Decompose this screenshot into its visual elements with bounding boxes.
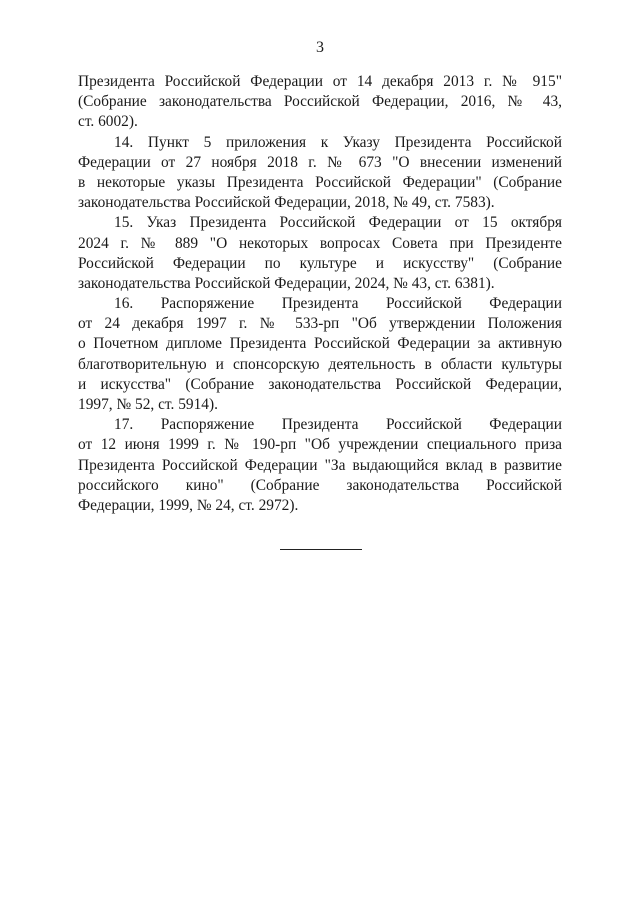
page-number: 3	[316, 39, 324, 56]
text-line: (Собрание законодательства Российской Федерации, 2016, № 43,	[78, 93, 562, 111]
text-line: и искусства" (Собрание законодательства Российской Федерации,	[78, 375, 562, 393]
text-line: Федерации от 27 ноября 2018 г. № 673 "О внесении изменений	[78, 153, 562, 171]
text-line: от 12 июня 1999 г. № 190-рп "Об учреждении специального приза	[78, 436, 562, 454]
text-line: 2024 г. № 889 "О некоторых вопросах Совета при Президенте	[78, 234, 562, 252]
text-line: 15. Указ Президента Российской Федерации от 15 октября	[114, 214, 562, 232]
text-line: Президента Российской Федерации "За выдающийся вклад в развитие	[78, 456, 562, 474]
document-body	[78, 72, 562, 516]
text-line: от 24 декабря 1997 г. № 533-рп "Об утверждении Положения	[78, 315, 562, 333]
paragraph-13-continuation	[78, 72, 562, 133]
text-line: законодательства Российской Федерации, 2018, № 49, ст. 7583).	[78, 194, 495, 212]
text-line: Российской Федерации по культуре и искусству" (Собрание	[78, 254, 562, 272]
text-line: в некоторые указы Президента Российской Федерации" (Собрание	[78, 173, 562, 191]
text-line: о Почетном дипломе Президента Российской Федерации за активную	[78, 335, 562, 353]
text-line: 1997, № 52, ст. 5914).	[78, 396, 218, 413]
text-line: российского кино" (Собрание законодательства Российской	[78, 476, 562, 494]
text-line: ст. 6002).	[78, 113, 138, 131]
paragraph-15	[78, 213, 562, 294]
text-line: 14. Пункт 5 приложения к Указу Президента Российской	[114, 133, 562, 151]
paragraph-17	[78, 415, 562, 516]
text-line: 16. Распоряжение Президента Российской Федерации	[114, 295, 562, 313]
paragraph-14	[78, 133, 562, 214]
text-line: 17. Распоряжение Президента Российской Федерации	[114, 416, 562, 434]
end-of-document-rule	[280, 549, 362, 550]
paragraph-16	[78, 294, 562, 415]
text-line: Президента Российской Федерации от 14 декабря 2013 г. № 915"	[78, 73, 562, 90]
text-line: Федерации, 1999, № 24, ст. 2972).	[78, 496, 299, 514]
text-line: законодательства Российской Федерации, 2024, № 43, ст. 6381).	[78, 274, 495, 292]
text-line: благотворительную и спонсорскую деятельность в области культуры	[78, 355, 562, 373]
